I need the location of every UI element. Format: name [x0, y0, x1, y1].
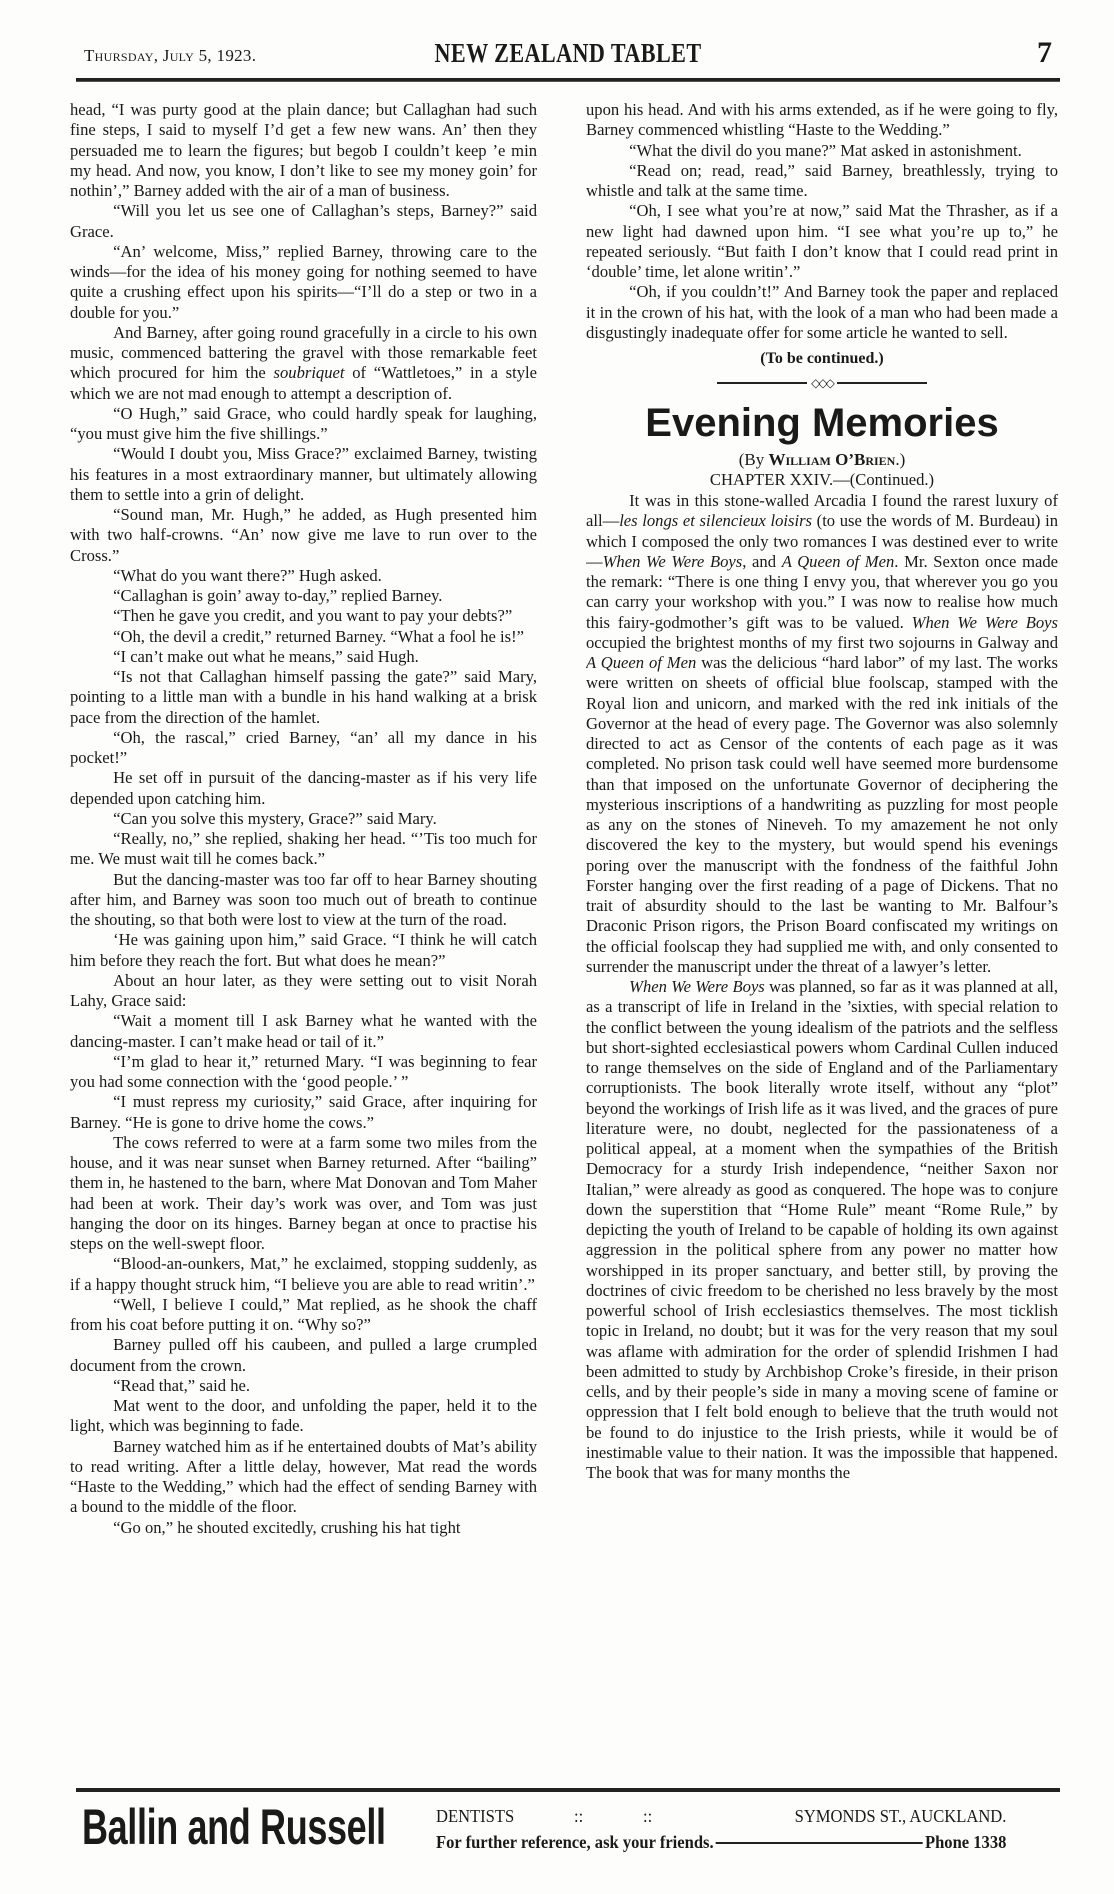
paragraph-text: “Oh, if you couldn’t!” And Barney took the paper and replaced it in the crown of his hat, with the look of a man who had been made a disgustingly inadequate offer for some article he wanted to sell.	[586, 282, 1058, 342]
story-paragraph	[70, 100, 537, 201]
paragraph-text: “What do you want there?” Hugh asked.	[113, 565, 382, 585]
advert-line-1	[436, 1806, 1006, 1827]
italic-title-text: A Queen of Men	[781, 551, 895, 571]
article-byline	[586, 450, 1058, 470]
dash-rule	[715, 1842, 923, 1844]
paragraph-text: The cows referred to were at a farm some two miles from the house, and it was near sunset when Barney returned. After “bailing” them in, he hastened to the barn, where Mat Donovan and Tom Maher had been at work. Their day’s work was over, and Tom was just hanging the door on its hinges. Barney began at once to practise his steps on the well-swept floor.	[70, 1132, 537, 1253]
story-paragraph	[70, 566, 537, 586]
paragraph-text: “Callaghan is goin’ away to-day,” replied Barney.	[113, 586, 443, 605]
to-be-continued: (To be continued.)	[760, 350, 884, 367]
paragraph-text: “Wait a moment till I ask Barney what he wanted with the dancing-master. I can’t make head or tail of it.”	[70, 1011, 537, 1051]
story-paragraph	[70, 1335, 537, 1376]
masthead	[76, 36, 1060, 76]
newspaper-title: NEW ZEALAND TABLET	[434, 38, 702, 68]
paragraph-text: Mat went to the door, and unfolding the paper, held it to the light, which was beginning to fade.	[70, 1396, 537, 1436]
story-paragraph	[70, 1052, 537, 1093]
story-paragraph	[70, 971, 537, 1012]
paragraph-text: “Well, I believe I could,” Mat replied, as he shook the chaff from his coat before putting it on. “Why so?”	[70, 1294, 537, 1334]
paragraph-text: “Sound man, Mr. Hugh,” he added, as Hugh presented him with two half-crowns. “An’ now give me lave to run over to the Cross.”	[70, 505, 537, 565]
paragraph-text: “An’ welcome, Miss,” replied Barney, throwing care to the winds—for the idea of his money going for nothing seemed to have quite a crushing effect upon his spirits—“I’ll do a step or two in a double for you.”	[70, 241, 537, 322]
paragraph-text: “Will you let us see one of Callaghan’s steps, Barney?” said Grace.	[70, 201, 537, 241]
story-paragraph	[70, 201, 537, 242]
italic-title-text: When We Were Boys	[602, 551, 743, 571]
italic-title-text: When We Were Boys	[911, 612, 1058, 632]
paragraph-text: (to use the words of M. Burdeau) in which I composed the only two romances I was destined ever to write—	[586, 511, 1058, 571]
paragraph-text: “Oh, I see what you’re at now,” said Mat the Thrasher, as if a new light had dawned upon him. “I see what you’re up to,” he repeated seriously. “But faith I don’t know that I could read print in ‘double’ time, let alone writin’.”	[586, 201, 1058, 281]
article-body	[586, 491, 1058, 1483]
left-column	[70, 100, 537, 1780]
profession: DENTISTS	[436, 1806, 515, 1826]
story-paragraph	[70, 930, 537, 971]
chapter-heading: CHAPTER XXIV.—(Continued.)	[709, 469, 935, 489]
paragraph-text: , and	[742, 551, 782, 571]
story-paragraph	[70, 870, 537, 931]
story-paragraph	[70, 728, 537, 769]
paragraph-text: ‘He was gaining upon him,” said Grace. “I think he will catch him before they reach the fort. But what does he mean?”	[70, 930, 537, 970]
paragraph-text: He set off in pursuit of the dancing-master as if his very life depended upon catching him.	[70, 768, 537, 808]
diamond-ornament-icon: ◇◇◇	[811, 376, 833, 391]
story-paragraph	[70, 829, 537, 870]
story-paragraph	[70, 1254, 537, 1295]
page-number: 7	[1037, 36, 1052, 69]
story-paragraph	[70, 1437, 537, 1518]
author-name: William O’Brien	[768, 449, 896, 469]
advert-rule	[76, 1788, 1060, 1792]
paragraph-text: It was in this stone-walled Arcadia I found the rarest luxury of all—	[586, 491, 1058, 531]
story-paragraph	[70, 809, 537, 829]
byline-prefix: (By	[738, 449, 769, 469]
paragraph-text: upon his head. And with his arms extended, as if he were going to fly, Barney commenced whistling “Haste to the Wedding.”	[586, 100, 1058, 140]
story-paragraph	[70, 1518, 537, 1538]
story-paragraph	[70, 768, 537, 809]
story-paragraph	[586, 161, 1058, 202]
advert-line-2	[436, 1832, 1006, 1853]
italic-title-text: soubriquet	[273, 363, 345, 383]
paragraph-text: “Read that,” said he.	[113, 1375, 250, 1395]
paragraph-text: “Would I doubt you, Miss Grace?” exclaimed Barney, twisting his features in a most extraordinary manner, but ultimately allowing them to settle into a grin of delight.	[70, 444, 537, 504]
paragraph-text: “I can’t make out what he means,” said Hugh.	[113, 646, 419, 666]
italic-title-text: A Queen of Men	[586, 653, 697, 672]
paragraph-text: About an hour later, as they were setting out to visit Norah Lahy, Grace said:	[70, 970, 537, 1010]
story-paragraph	[70, 444, 537, 505]
paragraph-text: was planned, so far as it was planned at all, as a transcript of life in Ireland in the ’sixties, with special relation to the conflict between the young idealism of the patriots and the selfless but short-sighted ecclesiastical powers whom Cardinal Cullen induced to range themselves on the side of England and of the Parliamentary corruptionists. The book literally wrote itself, without any “plot” beyond the workings of Irish life as it was lived, and the graces of pure literature were, no doubt, neglected for the passionateness of a political appeal, at a moment when the sympathies of the British Democracy for a sturdy Irish independence, “neither Saxon nor Italian,” were already as good as conquered. The hope was to conjure down the superstition that “Home Rule” meant “Rome Rule,” by depicting the youth of Ireland to be capable of holding its own against aggression in the political sphere from any power no matter how worshipped in its proper sanctuary, and better still, by proving the doctrines of civic freedom to be cherished no less bravely by the most powerful school of Irish ecclesiastics themselves. The most ticklish topic in Ireland, no doubt; but it was for the very reason that my soul was aflame with admiration for the order of splendid Irishmen I had been admitted to study by Archbishop Croke’s fireside, in their prison cells, and by their people’s side in many a moving scene of famine or oppression that I felt bold enough to believe that the truth would not be found to do injustice to the Irish priests, while it would be of inestimable value to their nation. It was the impossible that happened. The book that was for many months the	[586, 977, 1058, 1482]
paragraph-text: of “Wattletoes,” in a style which we are not mad enough to attempt a description of.	[70, 363, 537, 403]
issue-date: Thursday, July 5, 1923.	[84, 46, 257, 65]
paragraph-text: “Then he gave you credit, and you want to pay your debts?”	[113, 606, 513, 626]
advertisement	[76, 1796, 1060, 1866]
paragraph-text: . Mr. Sexton once made the remark: “There is one thing I envy you, that wherever you go you can carry your workshop with you.” I was now to realise how much this fairy-godmother’s gift was to be valued.	[586, 551, 1058, 632]
serial-story-conclusion	[586, 100, 1058, 343]
article-paragraph	[586, 491, 1058, 977]
paragraph-text: “Read on; read, read,” said Barney, breathlessly, trying to whistle and talk at the same time.	[586, 160, 1058, 200]
separator: ::	[574, 1806, 584, 1826]
story-paragraph	[70, 606, 537, 626]
story-paragraph	[586, 201, 1058, 282]
article-paragraph	[586, 977, 1058, 1483]
story-paragraph	[586, 141, 1058, 161]
italic-title-text: When We Were Boys	[629, 977, 765, 996]
paragraph-text: “Really, no,” she replied, shaking her head. “’Tis too much for me. We must wait till he comes back.”	[70, 829, 537, 869]
story-paragraph	[70, 1092, 537, 1133]
separator: ::	[643, 1806, 653, 1826]
paragraph-text: “I must repress my curiosity,” said Grace, after inquiring for Barney. “He is gone to drive home the cows.”	[70, 1092, 537, 1132]
paragraph-text: “Go on,” he shouted excitedly, crushing his hat tight	[113, 1517, 461, 1537]
address: SYMONDS ST., AUCKLAND.	[794, 1806, 1007, 1826]
paragraph-text: Barney watched him as if he entertained doubts of Mat’s ability to read writing. After a little delay, however, Mat read the words “Haste to the Wedding,” which had the effect of sending Barney with a bound to the middle of the floor.	[70, 1436, 537, 1517]
story-paragraph	[70, 404, 537, 445]
paragraph-text: But the dancing-master was too far off to hear Barney shouting after him, and Barney was soon too much out of breath to continue the shouting, so that both were lost to view at the turn of the road.	[70, 869, 537, 929]
divider-line	[717, 382, 807, 384]
story-paragraph	[70, 586, 537, 606]
paragraph-text: “O Hugh,” said Grace, who could hardly speak for laughing, “you must give him the five shillings.”	[70, 403, 537, 443]
paragraph-text: “Can you solve this mystery, Grace?” said Mary.	[113, 808, 437, 828]
story-paragraph	[70, 1376, 537, 1396]
paragraph-text: occupied the brightest months of my first two sojourns in Galway and	[586, 632, 1058, 652]
story-paragraph	[70, 505, 537, 566]
paragraph-text: “Oh, the rascal,” cried Barney, “an’ all my dance in his pocket!”	[70, 727, 537, 767]
paragraph-text: Barney pulled off his caubeen, and pulled a large crumpled document from the crown.	[70, 1335, 537, 1375]
divider-line	[837, 382, 927, 384]
paragraph-text: was the delicious “hard labor” of my last. The works were written on sheets of official blue foolscap, stamped with the Royal lion and unicorn, and marked with the red ink initials of the Governor at the head of every page. The Governor was also solemnly directed to act as Censor of the contents of each page as it was completed. No prison task could well have seemed more burdensome than that imposed on the unfortunate Governor of deciphering the mysterious inscriptions of a handwriting as puzzling for most people as any on the stones of Nineveh. To my amazement he not only discovered the key to the mystery, but would spend his evenings poring over the manuscript with the fondness of the faithful John Forster hanging over the first reading of a page of Dickens. That no trait of absurdity should to the last be wanting to Mr. Balfour’s Draconic Prison rigors, the Prison Board confiscated my writings on the official foolscap they had supplied me with, and only consented to surrender the manuscript under the threat of a lawyer’s letter.	[586, 653, 1058, 976]
paragraph-text: “I’m glad to hear it,” returned Mary. “I was beginning to fear you had some connection with the ‘good people.’ ”	[70, 1051, 537, 1091]
story-paragraph	[70, 1396, 537, 1437]
paragraph-text: “What the divil do you mane?” Mat asked in astonishment.	[629, 140, 1022, 160]
story-paragraph	[586, 282, 1058, 343]
article-title: Evening Memories	[645, 400, 999, 445]
story-paragraph	[70, 627, 537, 647]
phone-number: Phone 1338	[924, 1832, 1007, 1852]
paragraph-text: And Barney, after going round gracefully in a circle to his own music, commenced battering the gravel with those remarkable feet which procured for him the	[70, 322, 537, 383]
paragraph-text: “Oh, the devil a credit,” returned Barney. “What a fool he is!”	[113, 626, 524, 646]
tagline: For further reference, ask your friends.	[436, 1832, 714, 1852]
header-rule	[76, 78, 1060, 82]
ornamental-divider	[586, 373, 1058, 393]
paragraph-text: head, “I was purty good at the plain dance; but Callaghan had such fine steps, I said to myself I’d get a few new wans. An’ then they persuaded me to learn the figures; but begob I couldn’t keep ’e min my head. And now, you know, I don’t like to see my money goin’ for nothin’,” Barney added with the air of a man of business.	[70, 100, 537, 200]
paragraph-text: “Blood-an-ounkers, Mat,” he exclaimed, stopping suddenly, as if a happy thought struck him, “I believe you are able to read writin’.”	[70, 1254, 537, 1294]
byline-suffix: .)	[895, 449, 906, 469]
story-paragraph	[70, 647, 537, 667]
story-paragraph	[70, 1295, 537, 1336]
story-paragraph	[70, 1011, 537, 1052]
story-paragraph	[70, 242, 537, 323]
story-paragraph	[586, 100, 1058, 141]
paragraph-text: “Is not that Callaghan himself passing the gate?” said Mary, pointing to a little man with a bundle in his hand walking at a brisk pace from the direction of the hamlet.	[70, 667, 537, 727]
italic-title-text: les longs et silencieux loisirs	[619, 511, 813, 531]
story-paragraph	[70, 667, 537, 728]
story-paragraph	[70, 1133, 537, 1255]
advertiser-name: Ballin and Russell	[82, 1799, 386, 1855]
story-paragraph	[70, 323, 537, 404]
right-column	[586, 100, 1058, 1780]
